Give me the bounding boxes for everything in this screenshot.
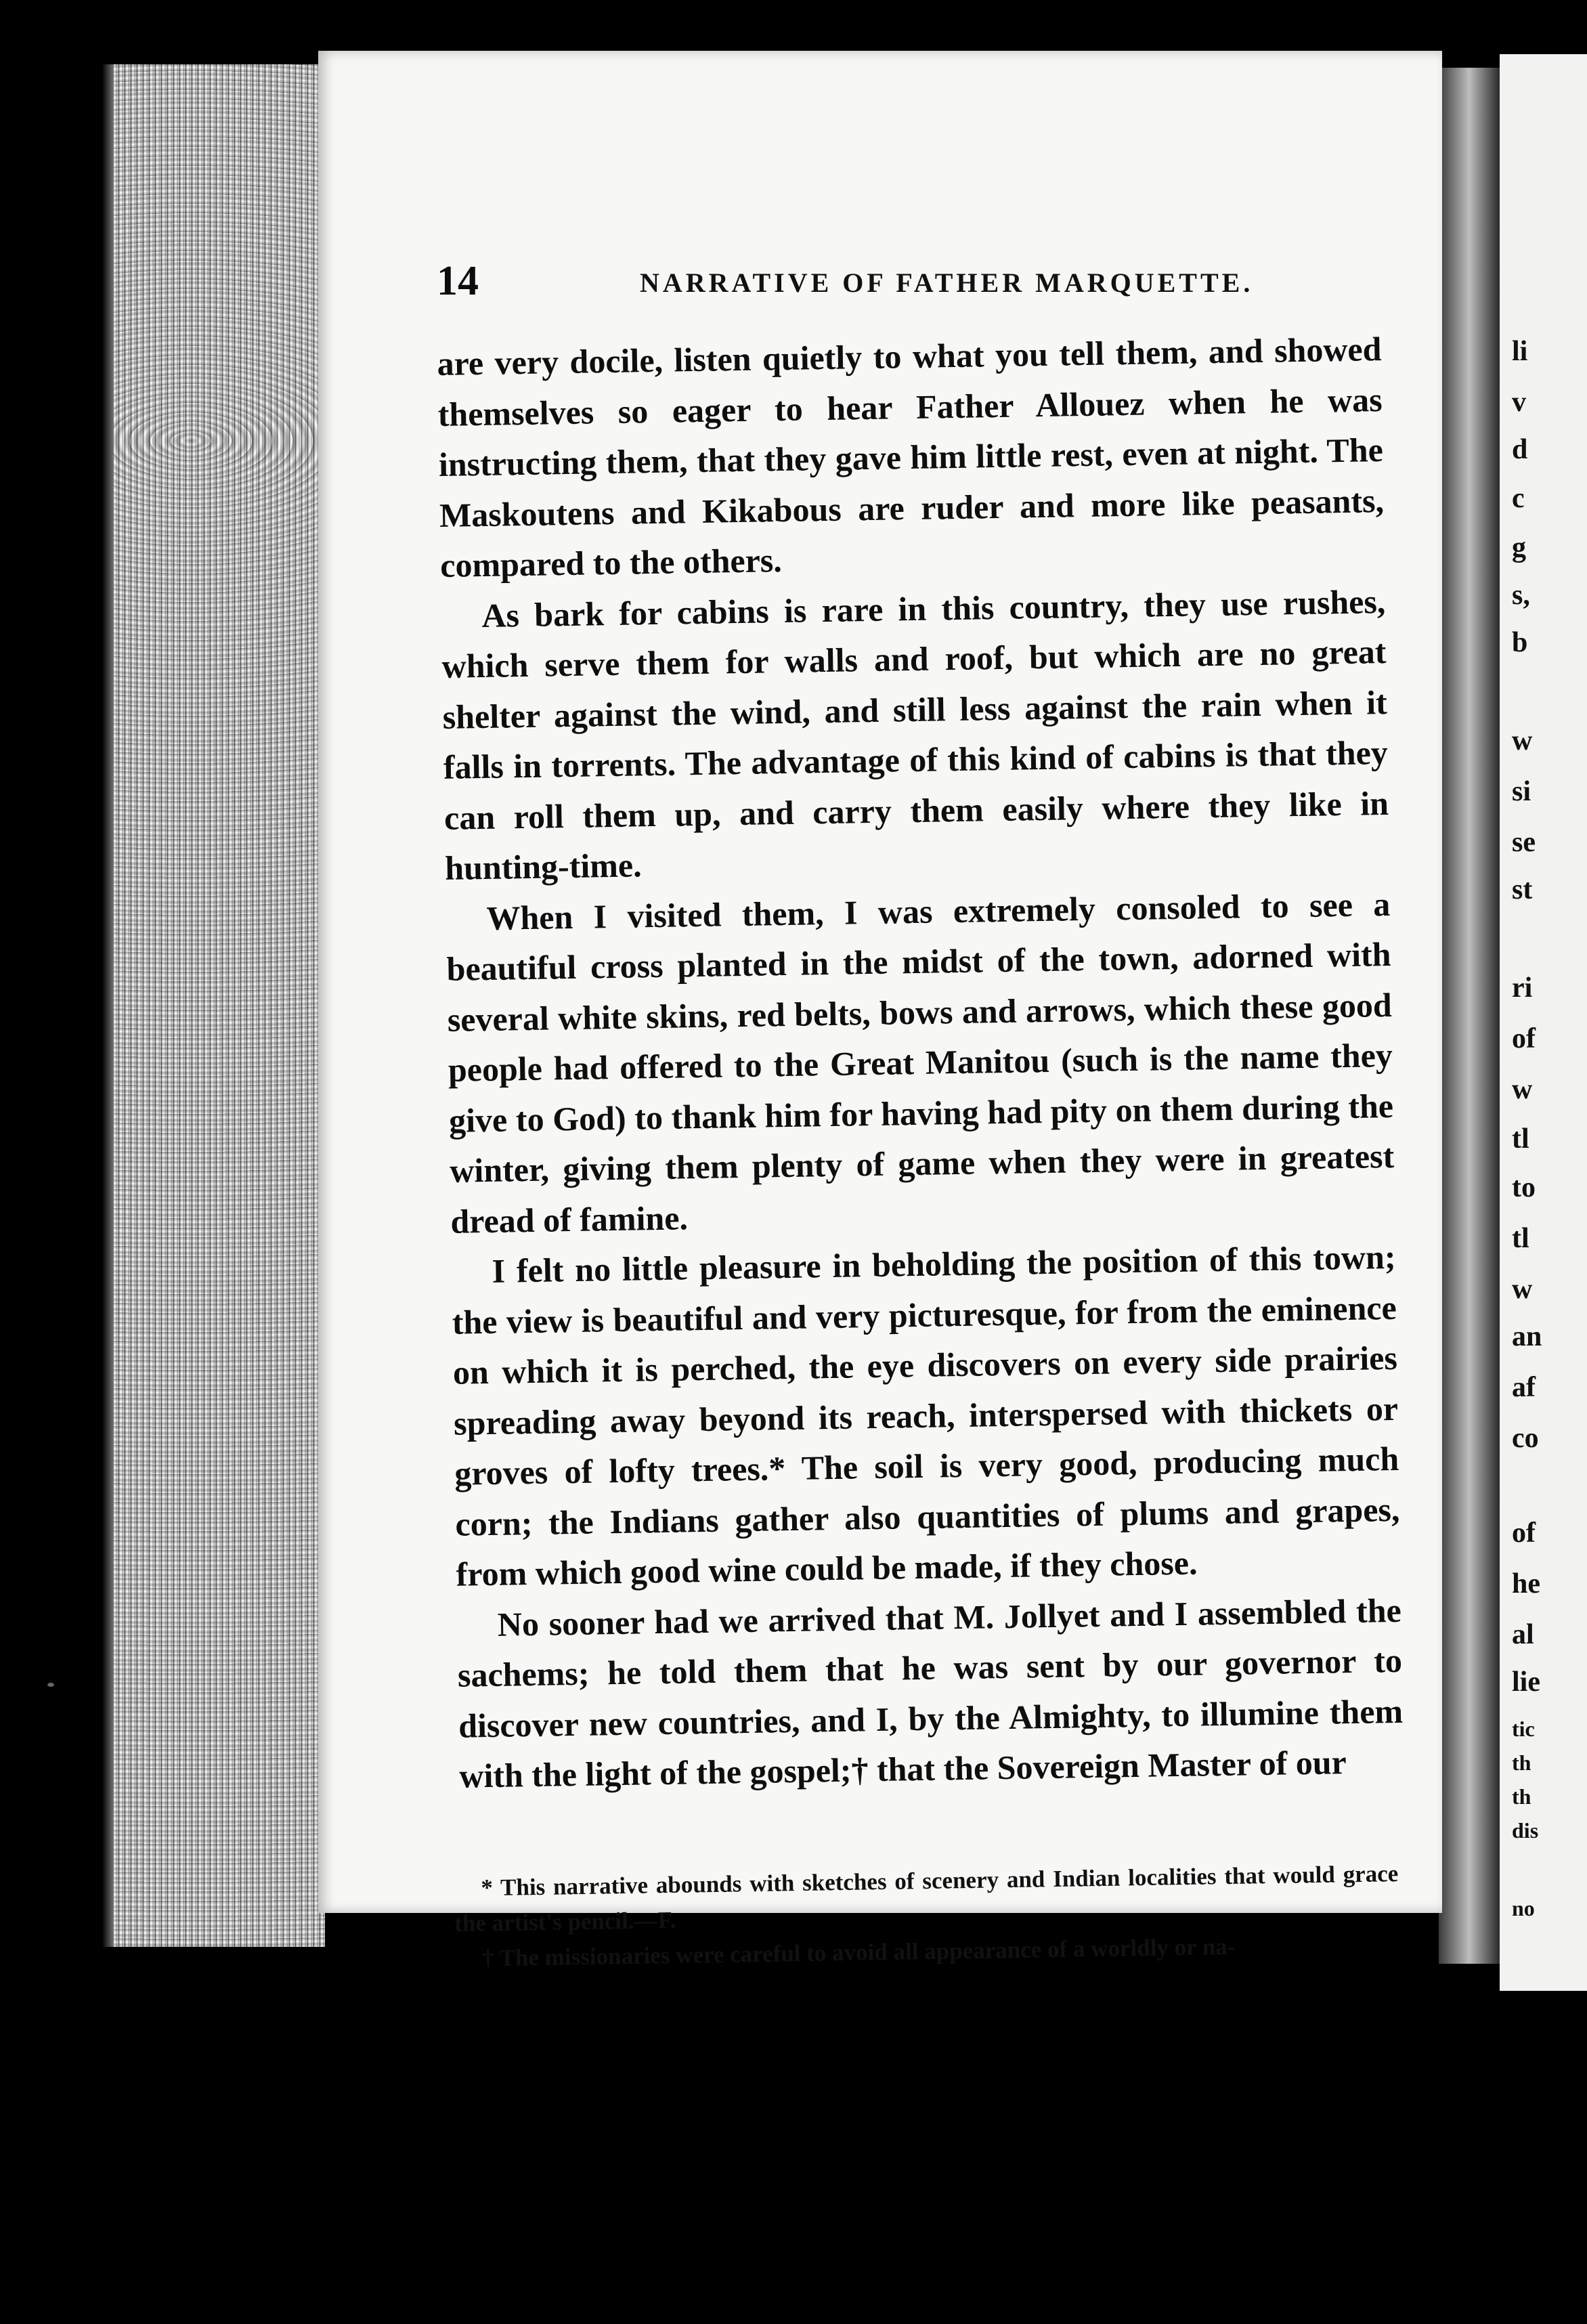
- dust-speck: [47, 1683, 54, 1687]
- next-page-fragment: co: [1512, 1423, 1539, 1454]
- next-page-fragment: c: [1512, 483, 1525, 514]
- book-page-edges: [102, 64, 325, 1947]
- next-page-fragment: th: [1512, 1784, 1531, 1809]
- next-page-fragment: of: [1512, 1023, 1536, 1054]
- next-page-fragment: of: [1512, 1518, 1536, 1549]
- paragraph: No sooner had we arrived that M. Jollyet and I assembled the sachems; he told them that he was sent by our governor to discover new countries, and I, by the Almighty, to illumine them with the light of the gospel;† that the Sovereign Master of our: [457, 1591, 1404, 1795]
- paragraph: I felt no little pleasure in beholding the position of this town; the view is beautiful and very picturesque, for from the eminence on which it is perched, the eye discovers on every side prairies spreading away beyond its reach, interspersed with thickets or groves of lofty trees.* The soil is very good, producing much corn; the Indians gather also quantities of plums and grapes, from which good wine could be made, if they chose.: [452, 1237, 1400, 1593]
- next-page-fragment: af: [1512, 1372, 1536, 1403]
- next-page-fragment: to: [1512, 1172, 1536, 1203]
- next-page-fragment: th: [1512, 1750, 1531, 1775]
- next-page-fragment: w: [1512, 1274, 1533, 1305]
- next-page-strip: [1500, 54, 1587, 1991]
- next-page-fragment: g: [1512, 532, 1526, 563]
- footnote: † The missionaries were careful to avoid all appearance of a worldly or na-: [481, 1933, 1236, 1972]
- footnote: * This narrative abounds with sketches of scenery and Indian localities that would grace the artist's pencil.—F.: [454, 1860, 1399, 1937]
- book-gutter: [1439, 68, 1500, 1964]
- footnotes: [454, 1856, 1399, 1977]
- next-page-fragment: he: [1512, 1568, 1540, 1599]
- next-page-fragment: w: [1512, 1074, 1533, 1105]
- next-page-fragment: w: [1512, 725, 1533, 756]
- next-page-fragment: b: [1512, 627, 1528, 658]
- next-page-fragment: tl: [1512, 1123, 1529, 1155]
- book-page: [318, 51, 1442, 1972]
- paragraph: When I visited them, I was extremely consoled to see a beautiful cross planted in the midst of the town, adorned with several white skins, red belts, bows and arrows, which these good people had offered to the Great Manitou (such is the name they give to God) to thank him for having had pity on them during the winter, giving them plenty of game when they were in greatest dread of famine.: [446, 884, 1395, 1241]
- next-page-fragment: li: [1512, 336, 1528, 367]
- next-page-fragment: lie: [1512, 1666, 1540, 1698]
- page-header: [437, 257, 1341, 311]
- next-page-fragment: tl: [1512, 1223, 1529, 1254]
- next-page-fragment: al: [1512, 1619, 1534, 1650]
- next-page-fragment: dis: [1512, 1818, 1539, 1843]
- next-page-fragment: ri: [1512, 972, 1533, 1004]
- next-page-fragment: no: [1512, 1896, 1535, 1920]
- running-head: NARRATIVE OF FATHER MARQUETTE.: [640, 267, 1254, 298]
- next-page-fragment: s,: [1512, 580, 1530, 611]
- next-page-fragment: se: [1512, 827, 1536, 858]
- paragraph: As bark for cabins is rare in this country, they use rushes, which serve them for walls and roof, but which are no great shelter against the wind, and still less against the rain when it falls in torrents. The advantage of this kind of cabins is that they can roll them up, and carry them easily where they like in hunting-time.: [441, 582, 1389, 887]
- body-text: [437, 324, 1404, 1801]
- page-number: 14: [437, 258, 479, 304]
- next-page-fragment: d: [1512, 434, 1528, 465]
- next-page-fragment: st: [1512, 874, 1533, 905]
- next-page-fragment: si: [1512, 776, 1531, 807]
- next-page-fragment: tic: [1512, 1717, 1535, 1741]
- paragraph: are very docile, listen quietly to what you tell them, and showed themselves so eager to hear Father Allouez when he was instructing them, that they gave him little rest, even at night. The Maskoutens and Kikabous are ruder and more like peasants, compared to the others.: [437, 330, 1385, 584]
- next-page-fragment: an: [1512, 1321, 1542, 1352]
- next-page-fragment: v: [1512, 387, 1526, 418]
